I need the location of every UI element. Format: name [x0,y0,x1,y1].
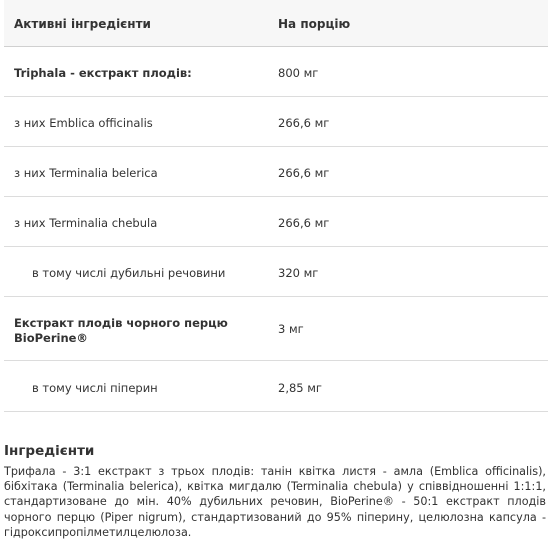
nutrition-table [4,0,548,412]
header-active-ingredients: Активні інгредієнти [14,17,151,31]
table-row [4,97,548,147]
ingredient-amount: 3 мг [278,322,304,336]
ingredient-amount: 800 мг [278,66,319,80]
ingredient-name: в тому числі дубильні речовини [32,266,226,280]
ingredient-name: з них Terminalia chebula [14,216,158,230]
ingredient-name: з них Terminalia belerica [14,166,158,180]
table-row [4,247,548,297]
table-row [4,47,548,97]
table-row [4,147,548,197]
ingredient-amount: 266,6 мг [278,216,330,230]
table-header [4,0,548,47]
ingredients-section [4,443,546,540]
ingredient-name: в тому числі піперин [32,381,158,395]
ingredient-amount: 266,6 мг [278,116,330,130]
ingredient-amount: 2,85 мг [278,381,322,395]
ingredients-text: Трифала - 3:1 екстракт з трьох плодів: танін квітка листя - амла (Emblica officinalis), бібхітака (Terminalia belerica), квітка мигдалю (Terminalia chebula) у співвідношенні 1:1:1, стандартизоване до мін. 40% дубильних речовин, BioPerine® - 50:1 екстракт плодів чорного перцю (Piper nigrum), стандартизований до 95% піперину, целюлозна капсула - гідроксипропілметилцелюлоза. [4,465,546,539]
ingredient-amount: 266,6 мг [278,166,330,180]
table-row [4,361,548,412]
ingredients-title: Інгредієнти [4,443,95,459]
ingredient-name: Triphala - екстракт плодів: [14,66,192,80]
ingredient-name: з них Emblica officinalis [14,116,153,130]
table-row [4,297,548,361]
header-per-serving: На порцію [278,17,351,31]
ingredient-name: Екстракт плодів чорного перцю BioPerine® [14,316,228,345]
ingredient-amount: 320 мг [278,266,319,280]
table-row [4,197,548,247]
